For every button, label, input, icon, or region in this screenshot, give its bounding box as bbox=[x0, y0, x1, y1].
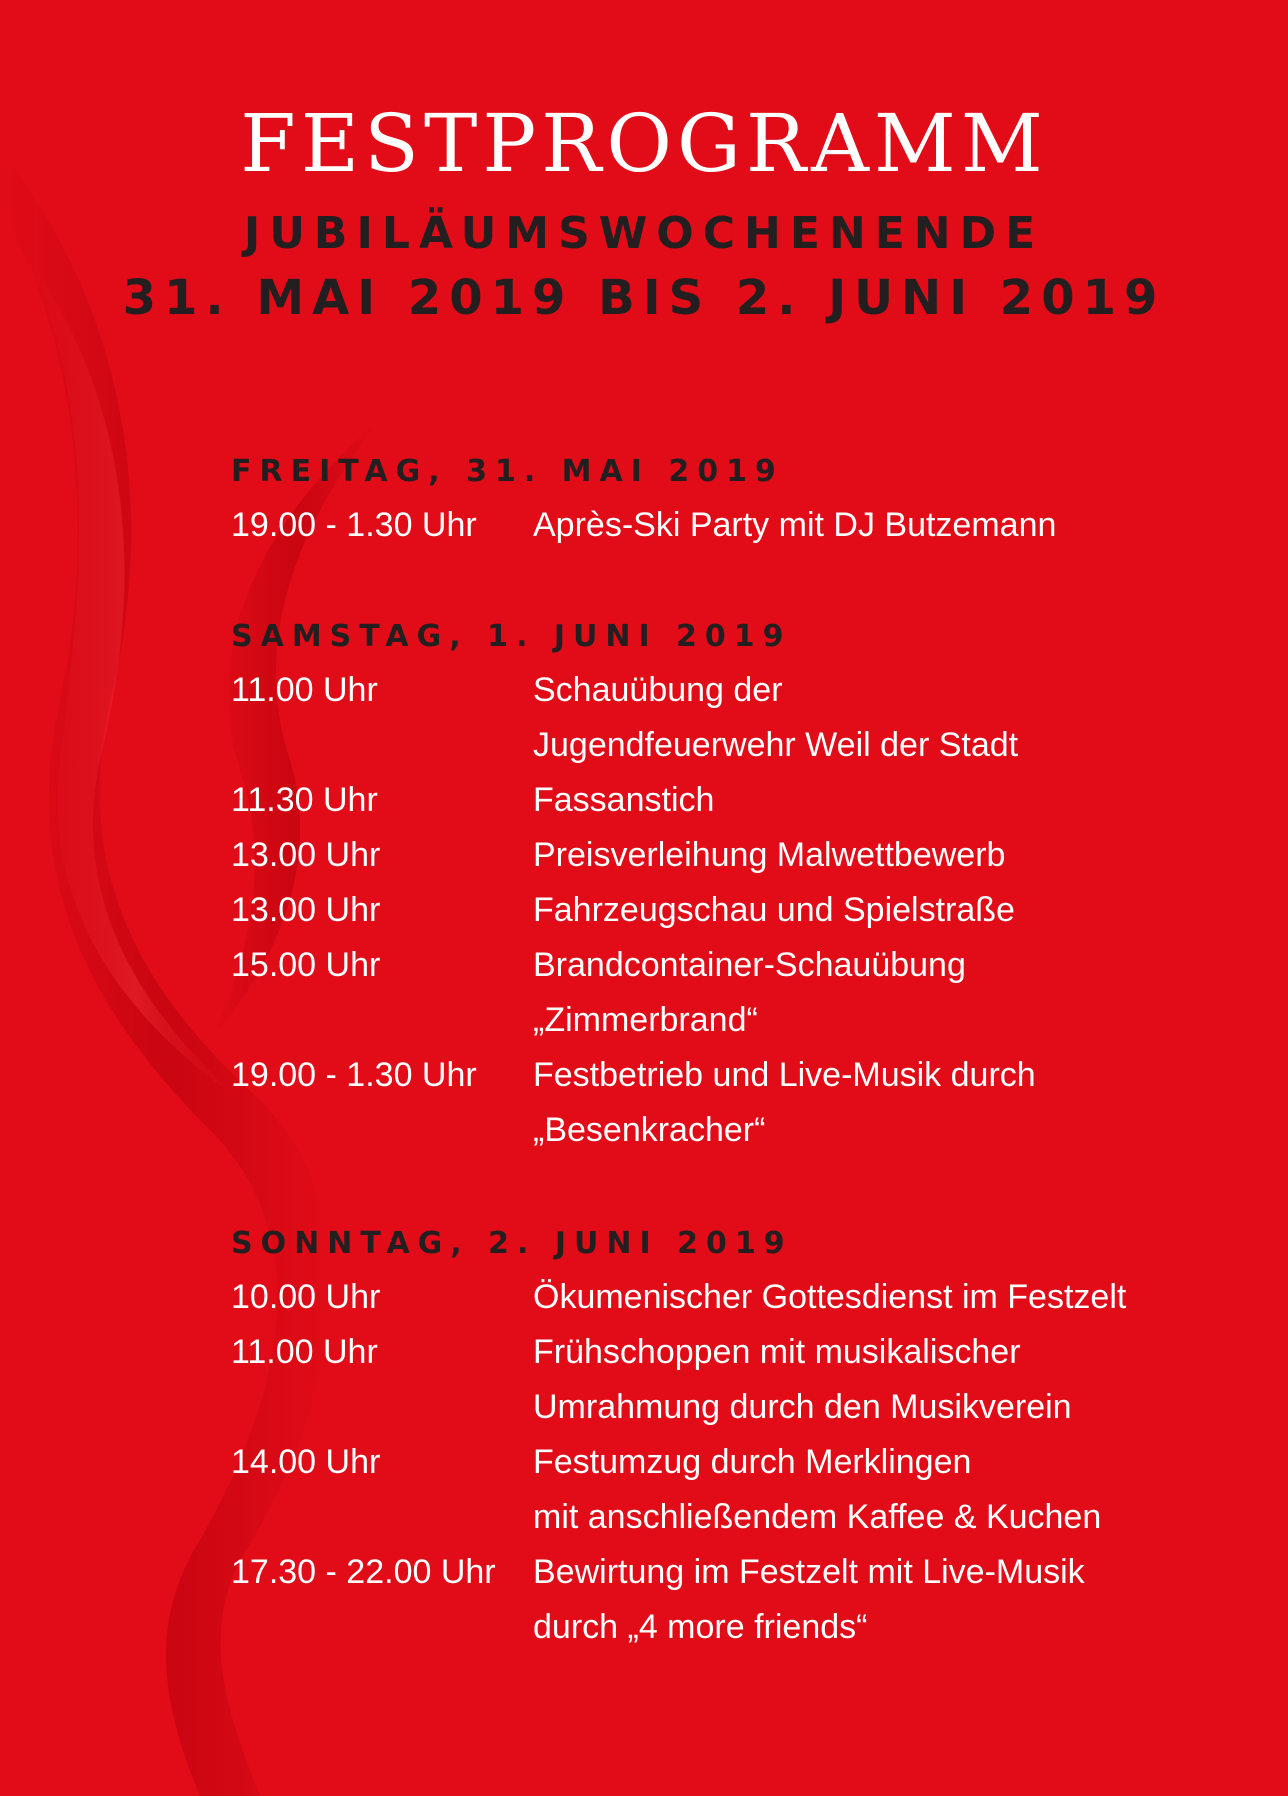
event-line: Preisverleihung Malwettbewerb bbox=[533, 836, 1006, 874]
event-time: 17.30 - 22.00 Uhr bbox=[231, 1553, 496, 1591]
schedule-row bbox=[231, 498, 1231, 553]
event-description bbox=[533, 1325, 1072, 1435]
event-line: Fassanstich bbox=[533, 781, 715, 819]
day-heading: FREITAG, 31. MAI 2019 bbox=[231, 454, 784, 489]
event-description bbox=[533, 828, 1005, 883]
event-line: Jugendfeuerwehr Weil der Stadt bbox=[533, 726, 1019, 764]
schedule-row bbox=[231, 1545, 1231, 1655]
event-line: Bewirtung im Festzelt mit Live-Musik bbox=[533, 1553, 1085, 1591]
schedule-row bbox=[231, 1325, 1231, 1435]
event-description bbox=[533, 1270, 1126, 1325]
schedule-row bbox=[231, 1270, 1231, 1325]
event-line: Schauübung der bbox=[533, 671, 783, 709]
event-time: 11.30 Uhr bbox=[231, 781, 378, 819]
event-description bbox=[533, 773, 714, 828]
page-title: FESTPROGRAMM bbox=[240, 97, 1048, 190]
event-description bbox=[533, 1545, 1085, 1655]
event-time: 10.00 Uhr bbox=[231, 1278, 381, 1316]
schedule-row bbox=[231, 938, 1231, 1048]
event-time: 19.00 - 1.30 Uhr bbox=[231, 506, 477, 544]
schedule-row bbox=[231, 828, 1231, 883]
event-description bbox=[533, 883, 1015, 938]
event-line: Frühschoppen mit musikalischer bbox=[533, 1333, 1021, 1371]
event-line: Après-Ski Party mit DJ Butzemann bbox=[533, 506, 1057, 544]
day-heading: SAMSTAG, 1. JUNI 2019 bbox=[231, 619, 792, 654]
event-time: 13.00 Uhr bbox=[231, 891, 381, 929]
event-time: 15.00 Uhr bbox=[231, 946, 381, 984]
page-subtitle: JUBILÄUMSWOCHENENDE bbox=[243, 208, 1045, 259]
event-description bbox=[533, 663, 1018, 773]
event-time: 13.00 Uhr bbox=[231, 836, 381, 874]
event-line: durch „4 more friends“ bbox=[533, 1608, 868, 1646]
event-description bbox=[533, 498, 1056, 553]
event-description bbox=[533, 938, 966, 1048]
schedule-row bbox=[231, 1435, 1231, 1545]
event-line: „Besenkracher“ bbox=[533, 1111, 766, 1149]
schedule-row bbox=[231, 883, 1231, 938]
date-range: 31. MAI 2019 BIS 2. JUNI 2019 bbox=[122, 270, 1166, 326]
event-time: 11.00 Uhr bbox=[231, 1333, 378, 1371]
event-time: 14.00 Uhr bbox=[231, 1443, 381, 1481]
event-description bbox=[533, 1435, 1101, 1545]
day-sunday bbox=[231, 1224, 1231, 1655]
day-saturday bbox=[231, 617, 1231, 1158]
event-description bbox=[533, 1048, 1036, 1158]
day-heading: SONNTAG, 2. JUNI 2019 bbox=[231, 1226, 793, 1261]
schedule-row bbox=[231, 773, 1231, 828]
event-line: Festbetrieb und Live-Musik durch bbox=[533, 1056, 1036, 1094]
day-friday bbox=[231, 452, 1231, 553]
event-line: Umrahmung durch den Musikverein bbox=[533, 1388, 1072, 1426]
schedule-row bbox=[231, 663, 1231, 773]
event-time: 19.00 - 1.30 Uhr bbox=[231, 1056, 477, 1094]
event-line: Ökumenischer Gottesdienst im Festzelt bbox=[533, 1278, 1127, 1316]
schedule-row bbox=[231, 1048, 1231, 1158]
event-line: „Zimmerbrand“ bbox=[533, 1001, 758, 1039]
event-time: 11.00 Uhr bbox=[231, 671, 378, 709]
event-line: Brandcontainer-Schauübung bbox=[533, 946, 966, 984]
event-line: mit anschließendem Kaffee & Kuchen bbox=[533, 1498, 1102, 1536]
event-line: Festumzug durch Merklingen bbox=[533, 1443, 972, 1481]
event-line: Fahrzeugschau und Spielstraße bbox=[533, 891, 1015, 929]
